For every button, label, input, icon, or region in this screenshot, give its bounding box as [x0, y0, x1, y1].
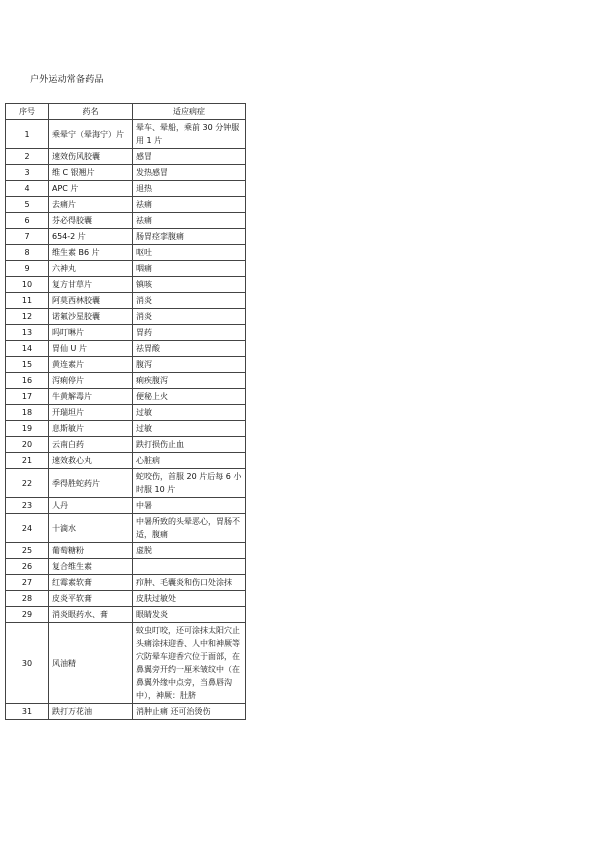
table-row	[6, 421, 246, 437]
table-row	[6, 213, 246, 229]
cell-indication: 虚脱	[133, 543, 246, 559]
cell-indication: 发热感冒	[133, 165, 246, 181]
cell-indication	[133, 559, 246, 575]
table-row	[6, 165, 246, 181]
cell-drug-name: 吗叮啉片	[49, 325, 133, 341]
cell-number: 8	[6, 245, 49, 261]
cell-indication: 胃药	[133, 325, 246, 341]
cell-drug-name: 皮炎平软膏	[49, 591, 133, 607]
cell-indication: 过敏	[133, 421, 246, 437]
cell-number: 2	[6, 149, 49, 165]
cell-number: 14	[6, 341, 49, 357]
table-row	[6, 120, 246, 149]
cell-drug-name: 维 C 银翘片	[49, 165, 133, 181]
cell-number: 17	[6, 389, 49, 405]
table-row	[6, 469, 246, 498]
cell-number: 5	[6, 197, 49, 213]
cell-number: 30	[6, 623, 49, 704]
cell-drug-name: 葡萄糖粉	[49, 543, 133, 559]
cell-drug-name: 速效救心丸	[49, 453, 133, 469]
cell-drug-name: 复合维生素	[49, 559, 133, 575]
header-number: 序号	[6, 104, 49, 120]
cell-drug-name: 诺氟沙星胶囊	[49, 309, 133, 325]
table-row	[6, 559, 246, 575]
header-drug-name: 药名	[49, 104, 133, 120]
table-row	[6, 229, 246, 245]
cell-indication: 肠胃痉挛腹痛	[133, 229, 246, 245]
medicine-table	[5, 103, 246, 720]
table-row	[6, 245, 246, 261]
table-row	[6, 261, 246, 277]
cell-drug-name: 维生素 B6 片	[49, 245, 133, 261]
cell-indication: 消炎	[133, 309, 246, 325]
cell-drug-name: 泻痢停片	[49, 373, 133, 389]
cell-drug-name: 乘晕宁（晕海宁）片	[49, 120, 133, 149]
cell-drug-name: 复方甘草片	[49, 277, 133, 293]
cell-indication: 中暑	[133, 498, 246, 514]
table-row	[6, 357, 246, 373]
cell-drug-name: 阿莫西林胶囊	[49, 293, 133, 309]
table-row	[6, 607, 246, 623]
table-row	[6, 575, 246, 591]
table-row	[6, 405, 246, 421]
cell-drug-name: APC 片	[49, 181, 133, 197]
cell-drug-name: 开瑞坦片	[49, 405, 133, 421]
cell-drug-name: 黄连素片	[49, 357, 133, 373]
cell-number: 19	[6, 421, 49, 437]
table-row	[6, 623, 246, 704]
table-body	[6, 120, 246, 720]
table-row	[6, 704, 246, 720]
cell-drug-name: 六神丸	[49, 261, 133, 277]
cell-drug-name: 十滴水	[49, 514, 133, 543]
table-header-row	[6, 104, 246, 120]
cell-indication: 蛇咬伤，首服 20 片后每 6 小时服 10 片	[133, 469, 246, 498]
cell-indication: 便秘上火	[133, 389, 246, 405]
cell-number: 23	[6, 498, 49, 514]
table-row	[6, 293, 246, 309]
cell-number: 11	[6, 293, 49, 309]
table-row	[6, 197, 246, 213]
table-row	[6, 437, 246, 453]
cell-number: 9	[6, 261, 49, 277]
cell-indication: 祛痛	[133, 197, 246, 213]
cell-indication: 退热	[133, 181, 246, 197]
header-indication: 适应病症	[133, 104, 246, 120]
cell-drug-name: 去痛片	[49, 197, 133, 213]
cell-indication: 呕吐	[133, 245, 246, 261]
cell-drug-name: 云南白药	[49, 437, 133, 453]
table-row	[6, 453, 246, 469]
cell-drug-name: 牛黄解毒片	[49, 389, 133, 405]
table-row	[6, 277, 246, 293]
cell-number: 16	[6, 373, 49, 389]
cell-indication: 祛痛	[133, 213, 246, 229]
cell-number: 3	[6, 165, 49, 181]
cell-drug-name: 芬必得胶囊	[49, 213, 133, 229]
document-title: 户外运动常备药品	[30, 75, 104, 85]
cell-number: 7	[6, 229, 49, 245]
cell-indication: 皮肤过敏处	[133, 591, 246, 607]
cell-indication: 痢疾腹泻	[133, 373, 246, 389]
cell-drug-name: 胃仙 U 片	[49, 341, 133, 357]
cell-number: 1	[6, 120, 49, 149]
cell-drug-name: 风油精	[49, 623, 133, 704]
table-row	[6, 373, 246, 389]
table-row	[6, 591, 246, 607]
cell-number: 20	[6, 437, 49, 453]
cell-drug-name: 红霉素软膏	[49, 575, 133, 591]
cell-number: 4	[6, 181, 49, 197]
cell-drug-name: 消炎眼药水、膏	[49, 607, 133, 623]
cell-indication: 消肿止痛 还可治烫伤	[133, 704, 246, 720]
cell-indication: 跌打损伤止血	[133, 437, 246, 453]
cell-number: 27	[6, 575, 49, 591]
cell-number: 6	[6, 213, 49, 229]
cell-indication: 消炎	[133, 293, 246, 309]
table-row	[6, 389, 246, 405]
cell-number: 15	[6, 357, 49, 373]
cell-drug-name: 人丹	[49, 498, 133, 514]
cell-drug-name: 654-2 片	[49, 229, 133, 245]
cell-number: 12	[6, 309, 49, 325]
cell-number: 31	[6, 704, 49, 720]
cell-indication: 镇咳	[133, 277, 246, 293]
cell-number: 22	[6, 469, 49, 498]
cell-number: 21	[6, 453, 49, 469]
table-row	[6, 309, 246, 325]
cell-number: 26	[6, 559, 49, 575]
cell-indication: 晕车、晕船，乘前 30 分钟服用 1 片	[133, 120, 246, 149]
cell-indication: 眼睛发炎	[133, 607, 246, 623]
cell-number: 10	[6, 277, 49, 293]
cell-indication: 感冒	[133, 149, 246, 165]
cell-indication: 疖肿、毛囊炎和伤口处涂抹	[133, 575, 246, 591]
table-row	[6, 498, 246, 514]
cell-indication: 咽痛	[133, 261, 246, 277]
table-row	[6, 325, 246, 341]
cell-indication: 祛胃酸	[133, 341, 246, 357]
table-row	[6, 341, 246, 357]
cell-number: 25	[6, 543, 49, 559]
cell-number: 18	[6, 405, 49, 421]
cell-number: 28	[6, 591, 49, 607]
cell-indication: 中暑所致的头晕恶心，胃肠不适，腹痛	[133, 514, 246, 543]
cell-drug-name: 速效伤风胶囊	[49, 149, 133, 165]
cell-indication: 过敏	[133, 405, 246, 421]
cell-number: 13	[6, 325, 49, 341]
cell-drug-name: 季得胜蛇药片	[49, 469, 133, 498]
cell-indication: 心脏病	[133, 453, 246, 469]
cell-number: 24	[6, 514, 49, 543]
cell-indication: 蚊虫叮咬，还可涂抹太阳穴止头痛涂抹迎香、人中和神厥等穴防晕车迎香穴位于面部，在鼻翼旁开约一厘米皱纹中（在鼻翼外缘中点旁，当鼻唇沟中），神厥：肚脐	[133, 623, 246, 704]
table-row	[6, 149, 246, 165]
table-row	[6, 514, 246, 543]
table-row	[6, 543, 246, 559]
cell-drug-name: 跌打万花油	[49, 704, 133, 720]
cell-number: 29	[6, 607, 49, 623]
table-row	[6, 181, 246, 197]
cell-drug-name: 息斯敏片	[49, 421, 133, 437]
cell-indication: 腹泻	[133, 357, 246, 373]
